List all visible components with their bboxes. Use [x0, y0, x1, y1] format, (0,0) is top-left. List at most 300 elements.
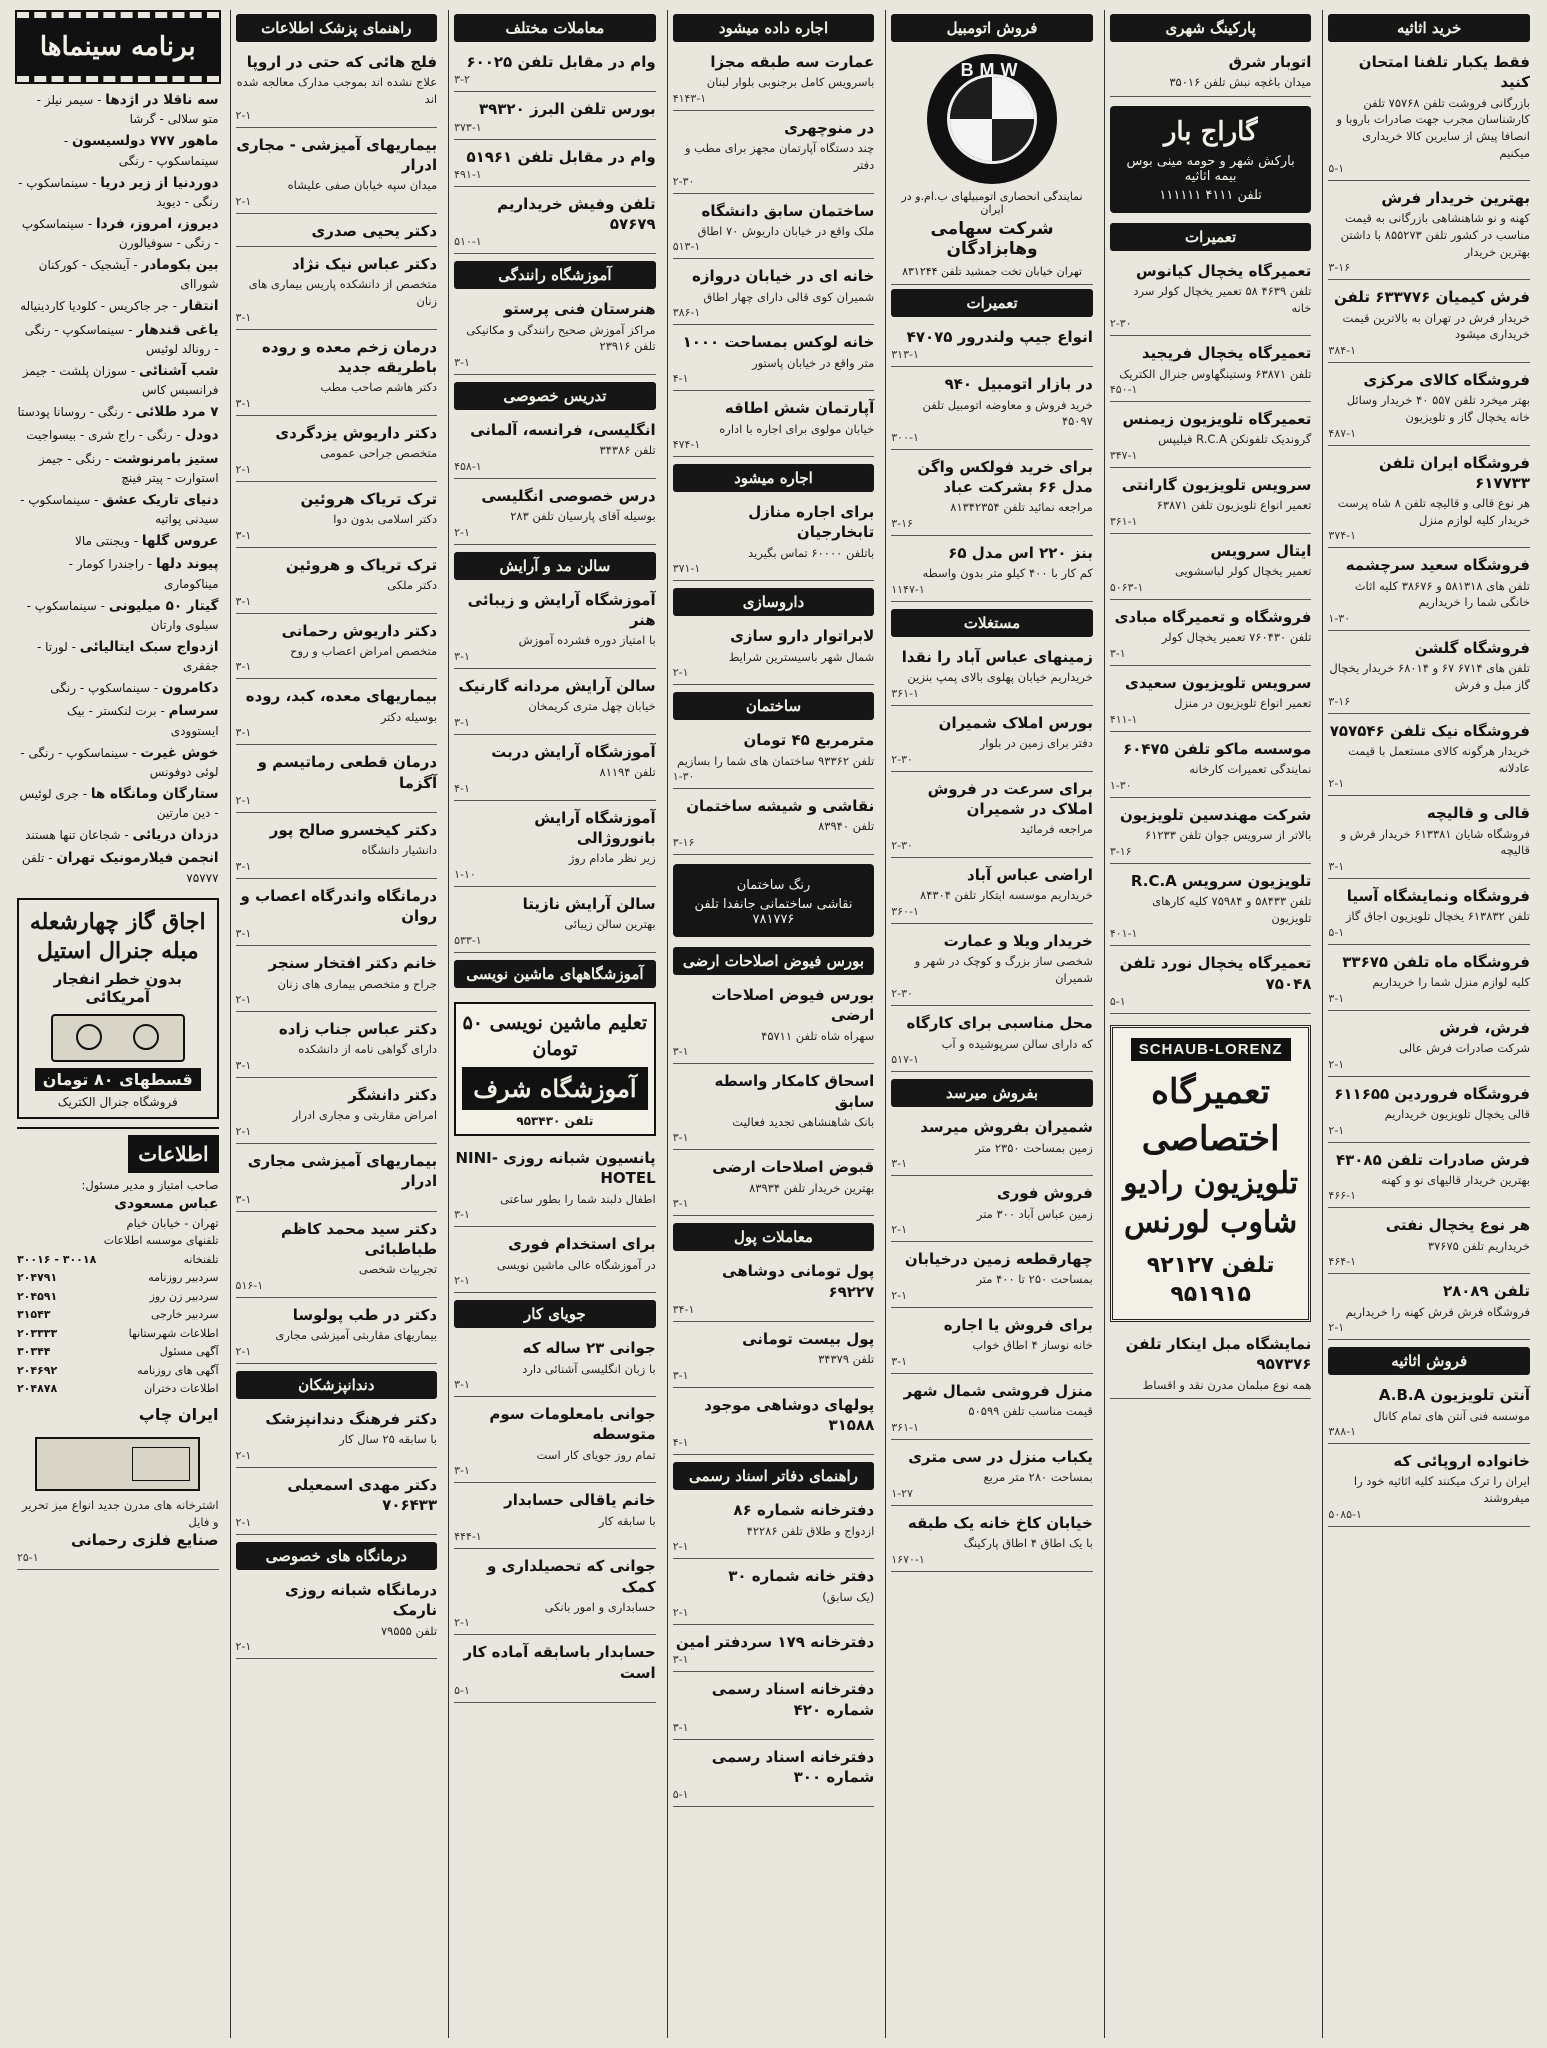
ad-code: ۳-۱: [235, 859, 252, 873]
ad-code: ۱-۲۷: [891, 1486, 913, 1500]
ad-title: خانه ای در خیابان دروازه: [692, 267, 875, 286]
cinema-list: [17, 90, 219, 890]
classified-ad: [236, 1301, 438, 1364]
ad-list: [891, 323, 1093, 605]
film-title: شب آشنائی: [139, 362, 219, 379]
phone-label: سردبیر زن روز: [149, 1289, 219, 1303]
classified-ad: [236, 1081, 438, 1144]
ad-body: ایران را ترک میکنند کلیه اثاثیه خود را میفروشند: [1353, 1474, 1530, 1506]
classified-ad: [1328, 948, 1530, 1011]
ad-body: تعمیر یخچال کولر لباسشویی: [1174, 564, 1312, 579]
cinema-program-banner: برنامه سینماها: [17, 12, 219, 82]
ad-title: قبوض اصلاحات ارضی: [712, 1158, 875, 1177]
ad-title: موسسه ماکو تلفن ۶۰۴۷۵: [1123, 739, 1312, 758]
film-title: ازدواج سبک ایتالیائی: [79, 638, 219, 655]
ad-list: [454, 586, 656, 956]
ad-body: تلفن ۳۴۳۷۹: [818, 1352, 875, 1367]
paint-ad: [673, 864, 875, 937]
ad-title: دکتر سید محمد کاظم طباطبائی: [280, 1219, 438, 1258]
ad-list: [454, 295, 656, 378]
classified-ad: [1328, 1447, 1530, 1527]
ad-body: بهترین سالن زیبائی: [564, 917, 656, 932]
classified-ad: [1328, 717, 1530, 797]
film-details: سینماسکوپ - رنگی - دیوید: [18, 175, 219, 209]
ad-body: در آموزشگاه عالی ماشین نویسی: [496, 1257, 656, 1272]
ad-code: ۲-۱: [454, 1616, 470, 1630]
classified-ad: [1328, 449, 1530, 549]
cinema-listing: عروس گلها - ویجنتی مالا: [75, 533, 219, 549]
ad-body: دفتر برای زمین در بلوار: [979, 736, 1093, 751]
film-title: عروس گلها: [141, 533, 219, 549]
ad-body: تلفن ۳۴۳۸۶: [599, 443, 656, 458]
ad-title: منزل فروشی شمال شهر: [903, 1382, 1093, 1401]
ad-code: ۲-۱: [235, 194, 252, 208]
ad-title: درس خصوصی انگلیسی: [481, 486, 656, 505]
ad-title: فروشگاه گلشن: [1414, 639, 1530, 658]
classified-ad: [454, 1230, 656, 1293]
section-header: جویای کار: [454, 1300, 656, 1328]
classified-ad: [673, 197, 875, 260]
ad-title: ساختمان سابق دانشگاه: [701, 201, 875, 220]
ad-code: ۲-۱: [454, 1274, 470, 1288]
ad-list: [454, 416, 656, 548]
section-header: فروش اثاثیه: [1328, 1347, 1530, 1375]
ad-title: دکتر داریوش رحمانی: [281, 621, 438, 640]
ad-code: ۴۴۴-۱: [454, 1530, 482, 1544]
ad-code: ۲-۳۰: [891, 987, 913, 1001]
ad-title: برای سرعت در فروش املاک در شمیران: [927, 779, 1093, 819]
column-rentals: [667, 10, 880, 2038]
classified-ad: [454, 1552, 656, 1635]
ad-code: ۳-۱: [454, 355, 470, 369]
ad-code: ۲-۱: [672, 1606, 689, 1620]
ad-title: فروشگاه فروردین ۶۱۱۶۵۵: [1334, 1084, 1530, 1103]
ad-title: فروشگاه سعید سرچشمه: [1345, 556, 1530, 575]
ad-body: باتلفن ۶۰۰۰۰ تماس بگیرید: [748, 545, 875, 560]
classified-ad: [236, 882, 438, 947]
ad-title: در بازار اتومبیل ۹۴۰: [944, 375, 1093, 394]
ad-body: تلفن ۹۳۳۶۲ ساختمان های شما را بسازیم: [677, 753, 875, 768]
ad-title: فرش، فرش: [1439, 1018, 1530, 1037]
ad-title: شرکت مهندسین تلویزیون: [1119, 805, 1312, 824]
owner-label: صاحب امتیاز و مدیر مسئول:: [81, 1177, 219, 1192]
ad-body: زیر نظر مادام روژ: [568, 851, 656, 866]
classified-ad: [1328, 1080, 1530, 1143]
section-header: داروسازی: [673, 588, 875, 616]
ad-code: ۳۸۶-۱: [672, 306, 701, 320]
ad-code: ۲-۱: [891, 1223, 908, 1237]
ad-list: [673, 48, 875, 460]
ad-code: ۳-۱: [672, 1368, 689, 1382]
ad-code: ۲۵-۱: [16, 1551, 39, 1565]
ad-list: [673, 981, 875, 1219]
cinema-listing: ماهور ۷۷۷ دولسیسون - سینماسکوپ - رنگی: [63, 133, 219, 168]
ad-list: [673, 1496, 875, 1810]
ad-code: ۴۶۴-۱: [1328, 1255, 1357, 1269]
classified-ad: [891, 775, 1093, 858]
ad-list: [673, 622, 875, 688]
classified-ad: [1110, 537, 1312, 600]
ad-list: [891, 1113, 1093, 1574]
section-header: راهنمای دفاتر اسناد رسمی: [673, 1462, 875, 1490]
classified-ad: [891, 1443, 1093, 1506]
ad-phone: تلفن ۹۲۱۲۷ ۹۵۱۹۱۵: [1146, 1252, 1275, 1307]
ad-code: ۳-۱۶: [1109, 844, 1132, 858]
cinema-listing: دیروز، امروز، فردا - سینماسکوپ - رنگی - سوفیالورن: [21, 215, 219, 250]
phone-number: ۲۰۴۵۹۱: [16, 1289, 58, 1303]
ad-code: ۴۵۸-۱: [454, 459, 482, 473]
section-header: تعمیرات: [1110, 223, 1312, 251]
ad-body: با امتیاز دوره فشرده آموزش: [518, 633, 656, 648]
ad-title: لابراتوار دارو سازی: [730, 627, 875, 646]
film-details: سوزان پلشت - جیمز فرانسیس کاس: [22, 363, 219, 397]
film-details: لورتا - جففری: [37, 639, 219, 673]
section-header: ساختمان: [673, 692, 875, 720]
classified-ad: [1328, 366, 1530, 446]
phone-label: آگهی های روزنامه: [137, 1363, 219, 1377]
ad-body: با زبان انگلیسی آشنائی دارد: [522, 1361, 656, 1376]
bmw-ad: [891, 48, 1093, 285]
classified-ad: [891, 1179, 1093, 1242]
ad-list: [236, 1405, 438, 1538]
ad-title: پانسیون شبانه روزی NINI-HOTEL: [455, 1149, 656, 1188]
film-details: تلفن ۷۵۷۷۷: [21, 851, 219, 885]
ad-body: متخصص از دانشکده پاریس بیماری های زنان: [248, 277, 438, 308]
ad-title: درمان قطعی رماتیسم و آگزما: [257, 753, 438, 792]
ad-body: سهراه شاه تلفن ۴۵۷۱۱: [761, 1028, 875, 1043]
ad-code: ۴-۱: [454, 781, 470, 795]
ad-title: خانه لوکس بمساحت ۱۰۰۰: [682, 333, 875, 352]
film-title: بین بکومادر: [141, 257, 219, 273]
phone-number: [17, 1232, 99, 1251]
classified-ad: [236, 551, 438, 614]
ad-code: ۵۱۷-۱: [891, 1053, 919, 1067]
cinema-listing: بین بکومادر - آیشجیک - کورکنان شوراای: [38, 257, 219, 292]
classified-ad: [1328, 551, 1530, 631]
ad-title: انگلیسی، فرانسه، آلمانی: [470, 420, 656, 439]
ad-title: فروشگاه ماه تلفن ۳۳۶۷۵: [1342, 952, 1530, 971]
cinema-listing: دزدان دریائی - شجاعان تنها هستند: [25, 827, 219, 843]
ad-code: ۲-۱: [1328, 1123, 1345, 1137]
ad-title: بنز ۲۲۰ اس مدل ۶۵: [948, 544, 1093, 563]
classified-ad: [891, 927, 1093, 1007]
classified-ad: [1328, 634, 1530, 714]
classified-ad: [454, 48, 656, 92]
classified-ad: [454, 1486, 656, 1549]
ad-code: ۳۷۳-۱: [454, 120, 482, 134]
typing-phone: تلفن ۹۵۳۴۳۰: [516, 1114, 594, 1129]
ad-title: آپارتمان شش اطاقه: [724, 399, 875, 418]
ad-title: فروشگاه ونمایشگاه آسیا: [1346, 886, 1530, 905]
paint-title: رنگ ساختمان: [736, 878, 811, 894]
cinema-listing: انتقار - جر جاکریس - کلودیا کاردینیاله: [20, 298, 219, 315]
ad-body: قیمت مناسب تلفن ۵۰۵۹۹: [968, 1404, 1093, 1419]
classified-ad: [891, 370, 1093, 450]
ad-title: محل مناسبی برای کارگاه: [906, 1014, 1093, 1033]
cinema-listing: ستارگان ومانگاه ها - جری لوئیس - دین مارتین: [19, 785, 219, 820]
classified-ad: [454, 586, 656, 669]
classified-ad: [236, 617, 438, 680]
section-header: دندانپزشکان: [236, 1371, 438, 1399]
ad-code: ۴۱۴۳-۱: [672, 91, 707, 105]
garage-tel: تلفن ۴۱۱۱ ۱۱۱۱۱۱: [1159, 187, 1262, 203]
ad-title: فروش فوری: [996, 1184, 1093, 1203]
ad-code: ۳-۱: [235, 594, 252, 608]
film-title: دوردنیا از زیر دریا: [100, 174, 219, 191]
owner-name: عباس مسعودی: [114, 1196, 219, 1213]
section-header: فروش اتومبیل: [891, 14, 1093, 42]
ad-title: نمایشگاه مبل اینکار تلفن ۹۵۷۳۷۶: [1125, 1335, 1312, 1374]
classified-ad: [1110, 949, 1312, 1014]
classified-ad: [673, 622, 875, 685]
film-title: ستیز بامرنوشت: [113, 450, 219, 467]
ad-body: دارای گواهی نامه از دانشکده: [298, 1042, 438, 1057]
film-details: رنگی - راج شری - بیسواجیت: [26, 428, 173, 443]
ad-title: بیماریهای معده، کبد، روده: [245, 687, 438, 706]
section-header: آموزشگاههای ماشین نویسی: [454, 960, 656, 988]
ad-body: شمال شهر باسیسترین شرایط: [728, 649, 875, 664]
film-title: سرسام: [168, 703, 219, 720]
ad-body: خیابان چهل متری کریمخان: [528, 699, 656, 714]
ad-code: ۵۳۳-۱: [454, 933, 482, 947]
ad-code: ۲-۱: [235, 993, 252, 1007]
ad-title: برای فروش یا اجاره: [943, 1316, 1093, 1335]
classified-ad: [1110, 257, 1312, 337]
ad-code: ۲-۱: [1328, 1057, 1345, 1071]
phone-number: ۲۰۴۷۹۱: [16, 1271, 58, 1285]
column-services: [1104, 10, 1317, 2038]
ad-title: جوانی که تحصیلداری و کمک: [487, 1557, 656, 1596]
ad-title: جوانی بامعلومات سوم متوسطه: [489, 1405, 656, 1444]
ad-body: اشترخانه های مدرن جدید انواع میز تحریر و فایل: [21, 1497, 219, 1529]
ad-code: ۲-۳۰: [891, 838, 913, 852]
ad-body: بانک شاهنشاهی تجدید فعالیت: [732, 1114, 875, 1129]
ad-title: خریدار ویلا و عمارت: [943, 931, 1093, 950]
ad-title: دفترخانه شماره ۸۶: [733, 1501, 875, 1520]
ad-body: تلفن ۷۶۰۴۳۰ تعمیر یخچال کولر: [1161, 630, 1312, 645]
ad-code: ۴۹۱-۱: [454, 167, 482, 181]
ad-body: کهنه و نو شاهنشاهی بازرگانی به قیمت مناسب در کشور تلفن ۸۵۵۲۷۳ با داشتن بهترین خریدار: [1340, 211, 1530, 259]
ad-title: حسابدار باسابقه آماده کار است: [463, 1643, 656, 1682]
column-cars-realestate: [885, 10, 1098, 2038]
column-buy-furniture: [1322, 10, 1535, 2038]
ad-body: همه نوع مبلمان مدرن نقد و اقساط: [1142, 1377, 1312, 1392]
phone-label: اطلاعات دختران: [144, 1382, 219, 1396]
classified-ad: [673, 114, 875, 194]
ad-code: ۱۶۷۰-۱: [891, 1552, 925, 1566]
cinema-listing: گیتار ۵۰ میلیونی - سینماسکوپ - سیلوی وارتان: [26, 597, 219, 632]
masthead-address: تهران - خیابان خیام: [126, 1216, 219, 1231]
ad-title: دکتر عباس جناب زاده: [278, 1020, 438, 1039]
ad-title: دکتر فرهنگ دندانپزشک: [265, 1409, 438, 1428]
ad-title: ترک تریاک و هروئین: [285, 555, 438, 574]
ad-list: [236, 1576, 438, 1662]
phone-number: ۳۰۰۱۶ - ۳۰۰۱۸: [16, 1252, 97, 1266]
classified-ad: [1328, 882, 1530, 945]
classified-ad: [236, 250, 438, 330]
film-details: جر جاکریس - کلودیا کاردینیاله: [20, 299, 169, 314]
section-header: معاملات پول: [673, 1223, 875, 1251]
classified-ad: [1110, 735, 1312, 798]
classified-ad: [454, 1144, 656, 1227]
classified-ad: [236, 48, 438, 128]
ad-code: ۵۰۶۳-۱: [1109, 581, 1144, 594]
ad-code: ۳-۱: [891, 1157, 908, 1171]
ad-subheadline: تلویزیون رادیو شاوب لورنس: [1123, 1165, 1299, 1240]
ad-body: دکتر هاشم صاحب مطب: [320, 380, 438, 395]
classified-ad: [1110, 867, 1312, 947]
ad-body: (یک سابق): [822, 1589, 875, 1604]
ad-title: دکتر در طب پولوسا: [292, 1305, 438, 1324]
ad-list: [1110, 257, 1312, 1017]
ad-code: ۲-۱: [235, 1448, 252, 1462]
ad-code: ۳۶۱-۱: [891, 1421, 919, 1434]
ad-code: ۳۱۳-۱: [891, 348, 919, 362]
ad-code: ۵۰۸۵-۱: [1328, 1507, 1362, 1521]
phone-row: [17, 1288, 219, 1307]
ad-code: ۲-۱: [235, 793, 252, 807]
phone-row: [17, 1343, 219, 1362]
ad-code: ۳-۱: [672, 1131, 689, 1145]
ad-code: ۳-۱: [454, 1464, 470, 1478]
phone-row: [17, 1232, 219, 1251]
ad-code: ۴-۱: [672, 1436, 689, 1450]
ad-body: مراجعه فرمائید: [1020, 822, 1093, 837]
ad-code: ۲-۳۰: [1109, 317, 1132, 331]
film-title: انتقار: [180, 298, 219, 315]
classified-ad: [673, 1628, 875, 1672]
ad-body: بمساحت ۲۸۰ متر مربع: [983, 1470, 1093, 1485]
ad-body: متر واقع در خیابان پاستور: [752, 355, 875, 370]
ad-code: ۳-۱۶: [1328, 261, 1351, 275]
section-header: سالن مد و آرایش: [454, 552, 656, 580]
phone-directory: [17, 1232, 219, 1399]
typing-school-name: آموزشگاه شرف: [462, 1067, 648, 1110]
ad-body: جراح و متخصص بیماری های زنان: [277, 976, 438, 991]
classified-ad: [236, 1147, 438, 1212]
ad-body: متخصص جراحی عمومی: [320, 446, 438, 461]
ad-title: دفترخانه اسناد رسمی شماره ۳۰۰: [711, 1747, 875, 1787]
ad-code: ۱۱۴۷-۱: [891, 582, 925, 596]
classified-ad: [673, 1257, 875, 1322]
ad-code: ۲-۱: [235, 1125, 252, 1139]
ad-code: ۲-۳۰: [891, 752, 913, 766]
ad-title: پولهای دوشاهی موجود ۳۱۵۸۸: [704, 1395, 875, 1435]
ad-title: جوانی ۲۳ ساله که: [522, 1339, 656, 1358]
cinema-listing: انجمن فیلارمونیک تهران - تلفن ۷۵۷۷۷: [21, 850, 219, 885]
classified-ad: [673, 1675, 875, 1740]
ad-body: شخصی ساز بزرگ و کوچک در شهر و شمیران: [914, 954, 1093, 985]
film-title: یاغی قندهار: [136, 321, 219, 338]
cinema-listing: یاغی قندهار - سینماسکوپ - رنگی - رونالد لوئیس: [24, 321, 219, 356]
phone-row: [17, 1380, 219, 1399]
classified-ad: [891, 323, 1093, 367]
ad-code: ۴۰۱-۱: [1109, 927, 1138, 941]
ad-code: ۳-۱: [454, 1208, 470, 1222]
ad-body: با یک اطاق ۴ اطاق پارکینگ: [963, 1536, 1093, 1551]
cinema-listing: شب آشنائی - سوزان پلشت - جیمز فرانسیس کاس: [22, 362, 219, 397]
ad-code: ۳۶۰-۱: [891, 904, 919, 918]
ad-title: بیماریهای آمیزشی - مجاری ادرار: [236, 135, 438, 174]
classified-ad: [1328, 1381, 1530, 1444]
cinema-listing: پیوند دلها - راجندرا کومار - میناکوماری: [68, 556, 219, 591]
section-header: اجاره میشود: [673, 464, 875, 492]
ad-body: تجربیات شخصی: [358, 1262, 438, 1277]
classified-ad: [454, 416, 656, 479]
ad-body: تلفن ۸۳۹۴۰: [818, 819, 875, 834]
ad-body: بهتر میخرد تلفن ۵۵۷ ۴۰ خریدار وسائل خانه یخچال گاز و تلویزیون: [1346, 393, 1530, 424]
ad-title: دکتر کیخسرو صالح پور: [269, 820, 438, 839]
bmw-company: شرکت سهامی وهابزادگان: [930, 219, 1054, 259]
classified-ad: [454, 190, 656, 255]
ad-title: ایتال سرویس: [1210, 542, 1312, 561]
phone-number: ۲۰۳۳۳۳: [16, 1326, 58, 1340]
ad-body: گروندیک تلفونکن R.C.A فیلیپس: [1158, 432, 1312, 447]
classified-ad: [673, 792, 875, 855]
ad-code: ۲-۱: [235, 1344, 252, 1358]
ad-body: فروشگاه شایان ۶۱۳۳۸۱ خریدار فرش و قالیچه: [1340, 826, 1530, 858]
classified-ad: [1328, 799, 1530, 879]
ad-code: ۲-۱: [235, 462, 252, 476]
ad-code: ۳-۱: [672, 1720, 689, 1734]
classified-ad: [1110, 1330, 1312, 1399]
ad-list: [236, 48, 438, 1367]
ad-code: ۴۸۷-۱: [1328, 426, 1357, 440]
column-doctors: [230, 10, 443, 2038]
ad-body: خرید فروش و معاوضه اتومبیل تلفن ۴۵۰۹۷: [922, 397, 1093, 429]
ad-list: [1328, 48, 1530, 1343]
ad-title: بیماریهای آمیزشی مجاری ادرار: [247, 1152, 438, 1191]
section-header: تعمیرات: [891, 289, 1093, 317]
classified-ad: [673, 1067, 875, 1150]
classified-ad: [454, 1638, 656, 1703]
film-title: دودل: [184, 427, 219, 444]
ad-code: ۲-۱: [891, 1289, 908, 1303]
ad-body: ملک واقع در خیابان داریوش ۷۰ اطاق: [697, 223, 875, 238]
ad-body: دانشیار دانشگاه: [361, 843, 438, 858]
ad-body: با سابقه ۲۵ سال کار: [339, 1431, 438, 1446]
classified-ad: [236, 1405, 438, 1468]
film-title: سه ناقلا در اژدها: [105, 92, 219, 108]
ad-title: فرش کیمیان ۶۳۳۷۷۶ تلفن: [1334, 288, 1530, 307]
classified-ad: [1328, 283, 1530, 363]
ad-code: ۳-۱: [672, 1197, 689, 1211]
stove-icon: [51, 1014, 185, 1062]
garage-desc: بارکش شهر و حومه مینی بوس بیمه اثاثیه: [1126, 153, 1295, 184]
ad-code: ۳۰۰-۱: [891, 430, 919, 444]
classified-ad: [891, 1311, 1093, 1374]
phone-row: [17, 1306, 219, 1325]
classified-ad: [891, 1113, 1093, 1176]
ad-body: خریداریم موسسه ابتکار تلفن ۸۴۳۰۴: [920, 888, 1093, 903]
film-details: رنگی - روسانا پودستا: [17, 405, 124, 419]
ad-title: آنتن تلویزیون A.B.A: [1378, 1386, 1530, 1405]
ad-body: تلفن ۶۱۳۸۳۲ یخچال تلویزیون اجاق گاز: [1345, 909, 1530, 924]
classified-ad: [236, 1215, 438, 1298]
ad-code: ۳-۱: [672, 1653, 689, 1667]
section-header: درمانگاه های خصوصی: [236, 1542, 438, 1570]
film-details: ویجنتی مالا: [75, 534, 130, 548]
ad-title: نقاشی و شیشه ساختمان: [686, 797, 875, 816]
ad-title: درمان زخم معده و روده باطریقه جدید: [261, 337, 438, 376]
ad-title: خانم دکتر افتخار سنجر: [268, 954, 438, 973]
ad-body: بالاتر از سرویس جوان تلفن ۶۱۲۳۳: [1145, 828, 1312, 843]
ad-title: بورس تلفن البرز ۳۹۳۲۰: [478, 100, 656, 119]
ad-code: ۲-۱: [235, 1640, 252, 1654]
classified-ad: [1110, 339, 1312, 402]
ad-title: قالی و قالیچه: [1426, 804, 1530, 823]
ad-code: ۲-۱: [1328, 777, 1345, 791]
